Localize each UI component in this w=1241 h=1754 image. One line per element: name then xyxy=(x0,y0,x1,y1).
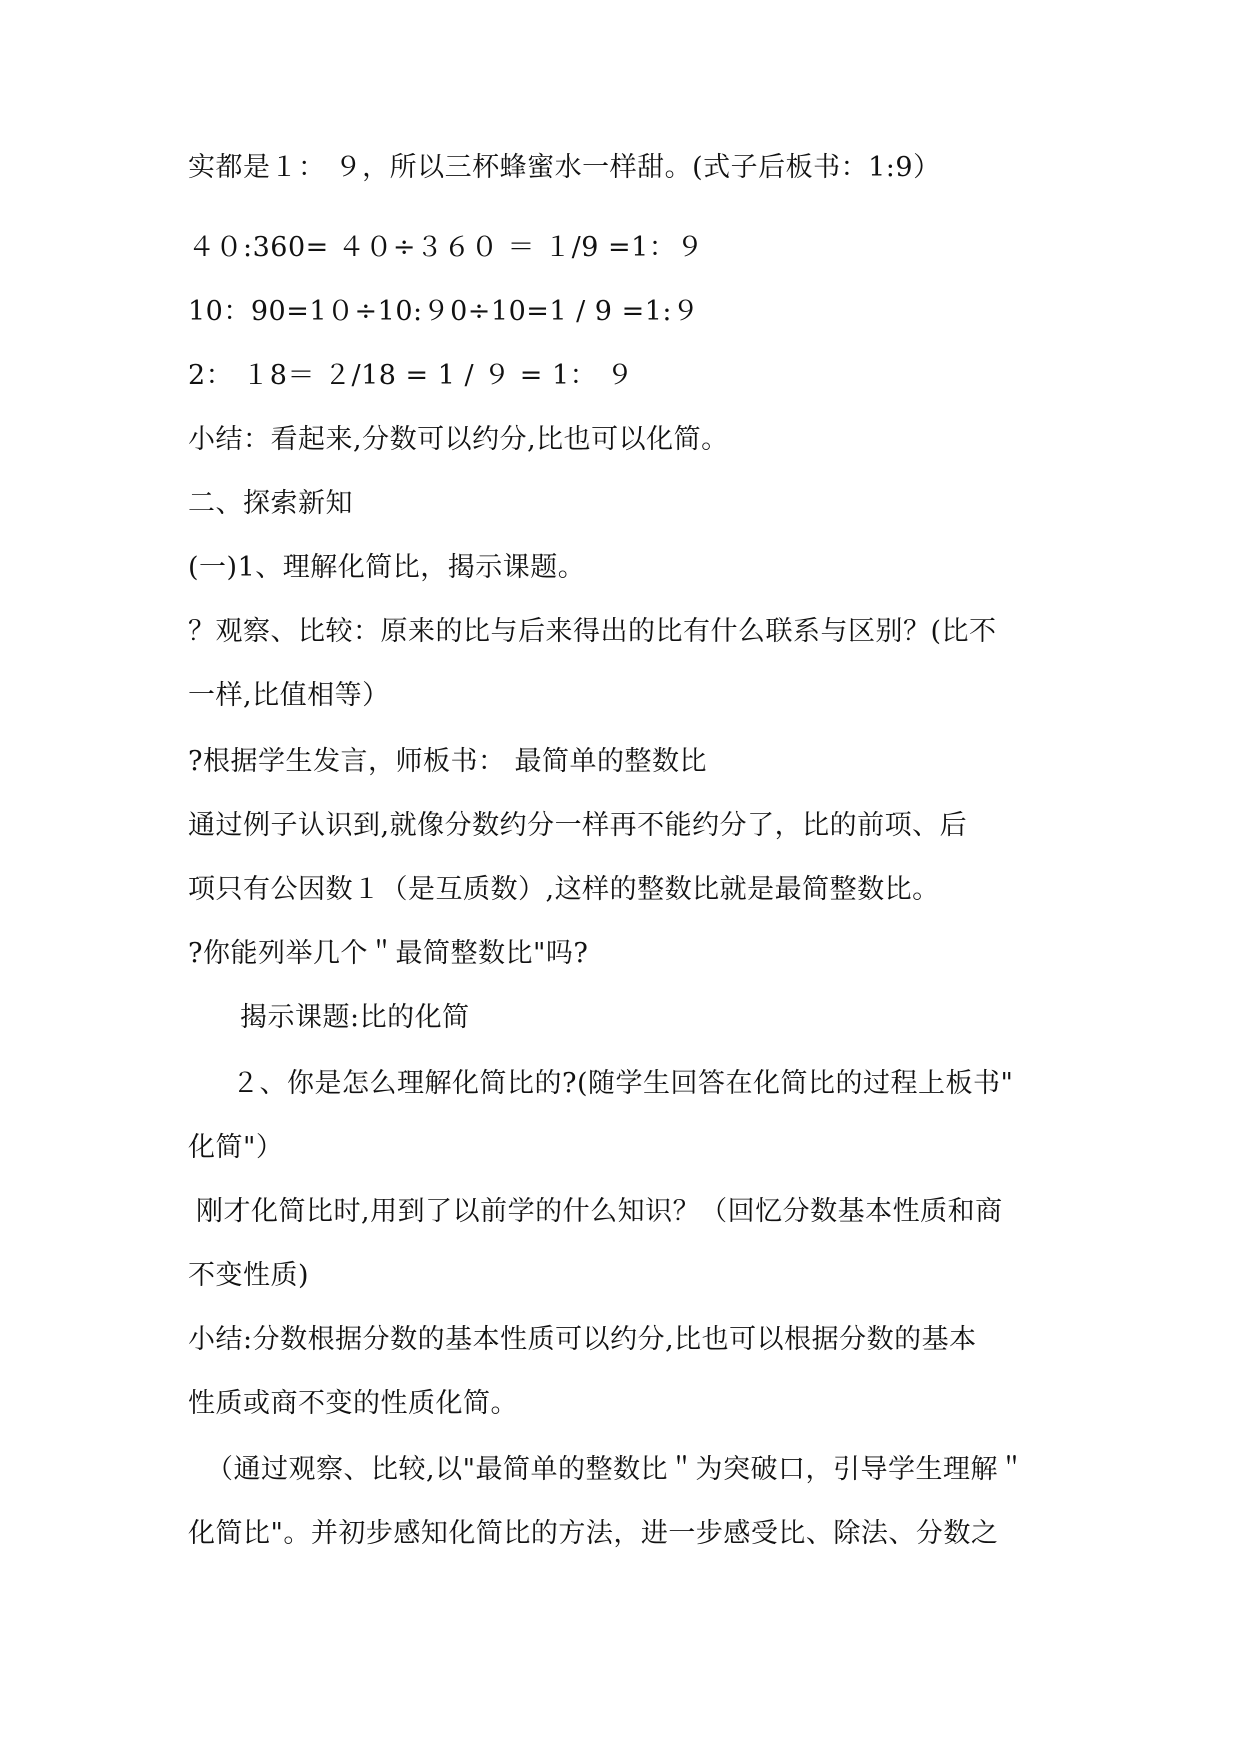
topic-reveal-line: 揭示课题:比的化简 xyxy=(240,1002,470,1033)
text-line: 实都是１： ９，所以三杯蜂蜜水一样甜。(式子后板书：1:9） xyxy=(188,152,941,183)
text-line: 不变性质) xyxy=(188,1260,310,1291)
text-line: 刚才化简比时,用到了以前学的什么知识？（回忆分数基本性质和商 xyxy=(196,1196,1003,1227)
text-line: 性质或商不变的性质化简。 xyxy=(188,1388,518,1419)
text-line: 项只有公因数１（是互质数）,这样的整数比就是最简整数比。 xyxy=(188,874,940,905)
summary-line: 小结：看起来,分数可以约分,比也可以化简。 xyxy=(188,424,729,455)
text-line: ?根据学生发言，师板书： 最简单的整数比 xyxy=(188,746,708,777)
text-line: 化简比"。并初步感知化简比的方法，进一步感受比、除法、分数之 xyxy=(188,1518,999,1549)
text-line: 通过例子认识到,就像分数约分一样再不能约分了，比的前项、后 xyxy=(188,810,968,841)
equation-line: 10：90=1０÷10:９0÷10=1 / 9 =1:９ xyxy=(188,296,700,327)
equation-line: 2： １8＝ ２/18 = 1 / ９ = 1： ９ xyxy=(188,360,634,391)
text-line: ?你能列举几个＂最简整数比"吗? xyxy=(188,938,589,969)
summary-line: 小结:分数根据分数的基本性质可以约分,比也可以根据分数的基本 xyxy=(188,1324,977,1355)
text-line: （通过观察、比较,以"最简单的整数比＂为突破口，引导学生理解＂ xyxy=(206,1454,1026,1485)
section-heading: 二、探索新知 xyxy=(188,488,353,519)
equation-line: ４０:360= ４０÷３６０ ＝ １/9 =1：９ xyxy=(188,232,704,263)
text-line: 一样,比值相等） xyxy=(188,680,390,711)
text-line: 化简"） xyxy=(188,1132,284,1163)
subsection-heading: (一)1、理解化简比，揭示课题。 xyxy=(188,552,586,583)
text-line: ２、你是怎么理解化简比的?(随学生回答在化简比的过程上板书" xyxy=(232,1068,1014,1099)
text-line: ？观察、比较：原来的比与后来得出的比有什么联系与区别？(比不 xyxy=(188,616,997,647)
